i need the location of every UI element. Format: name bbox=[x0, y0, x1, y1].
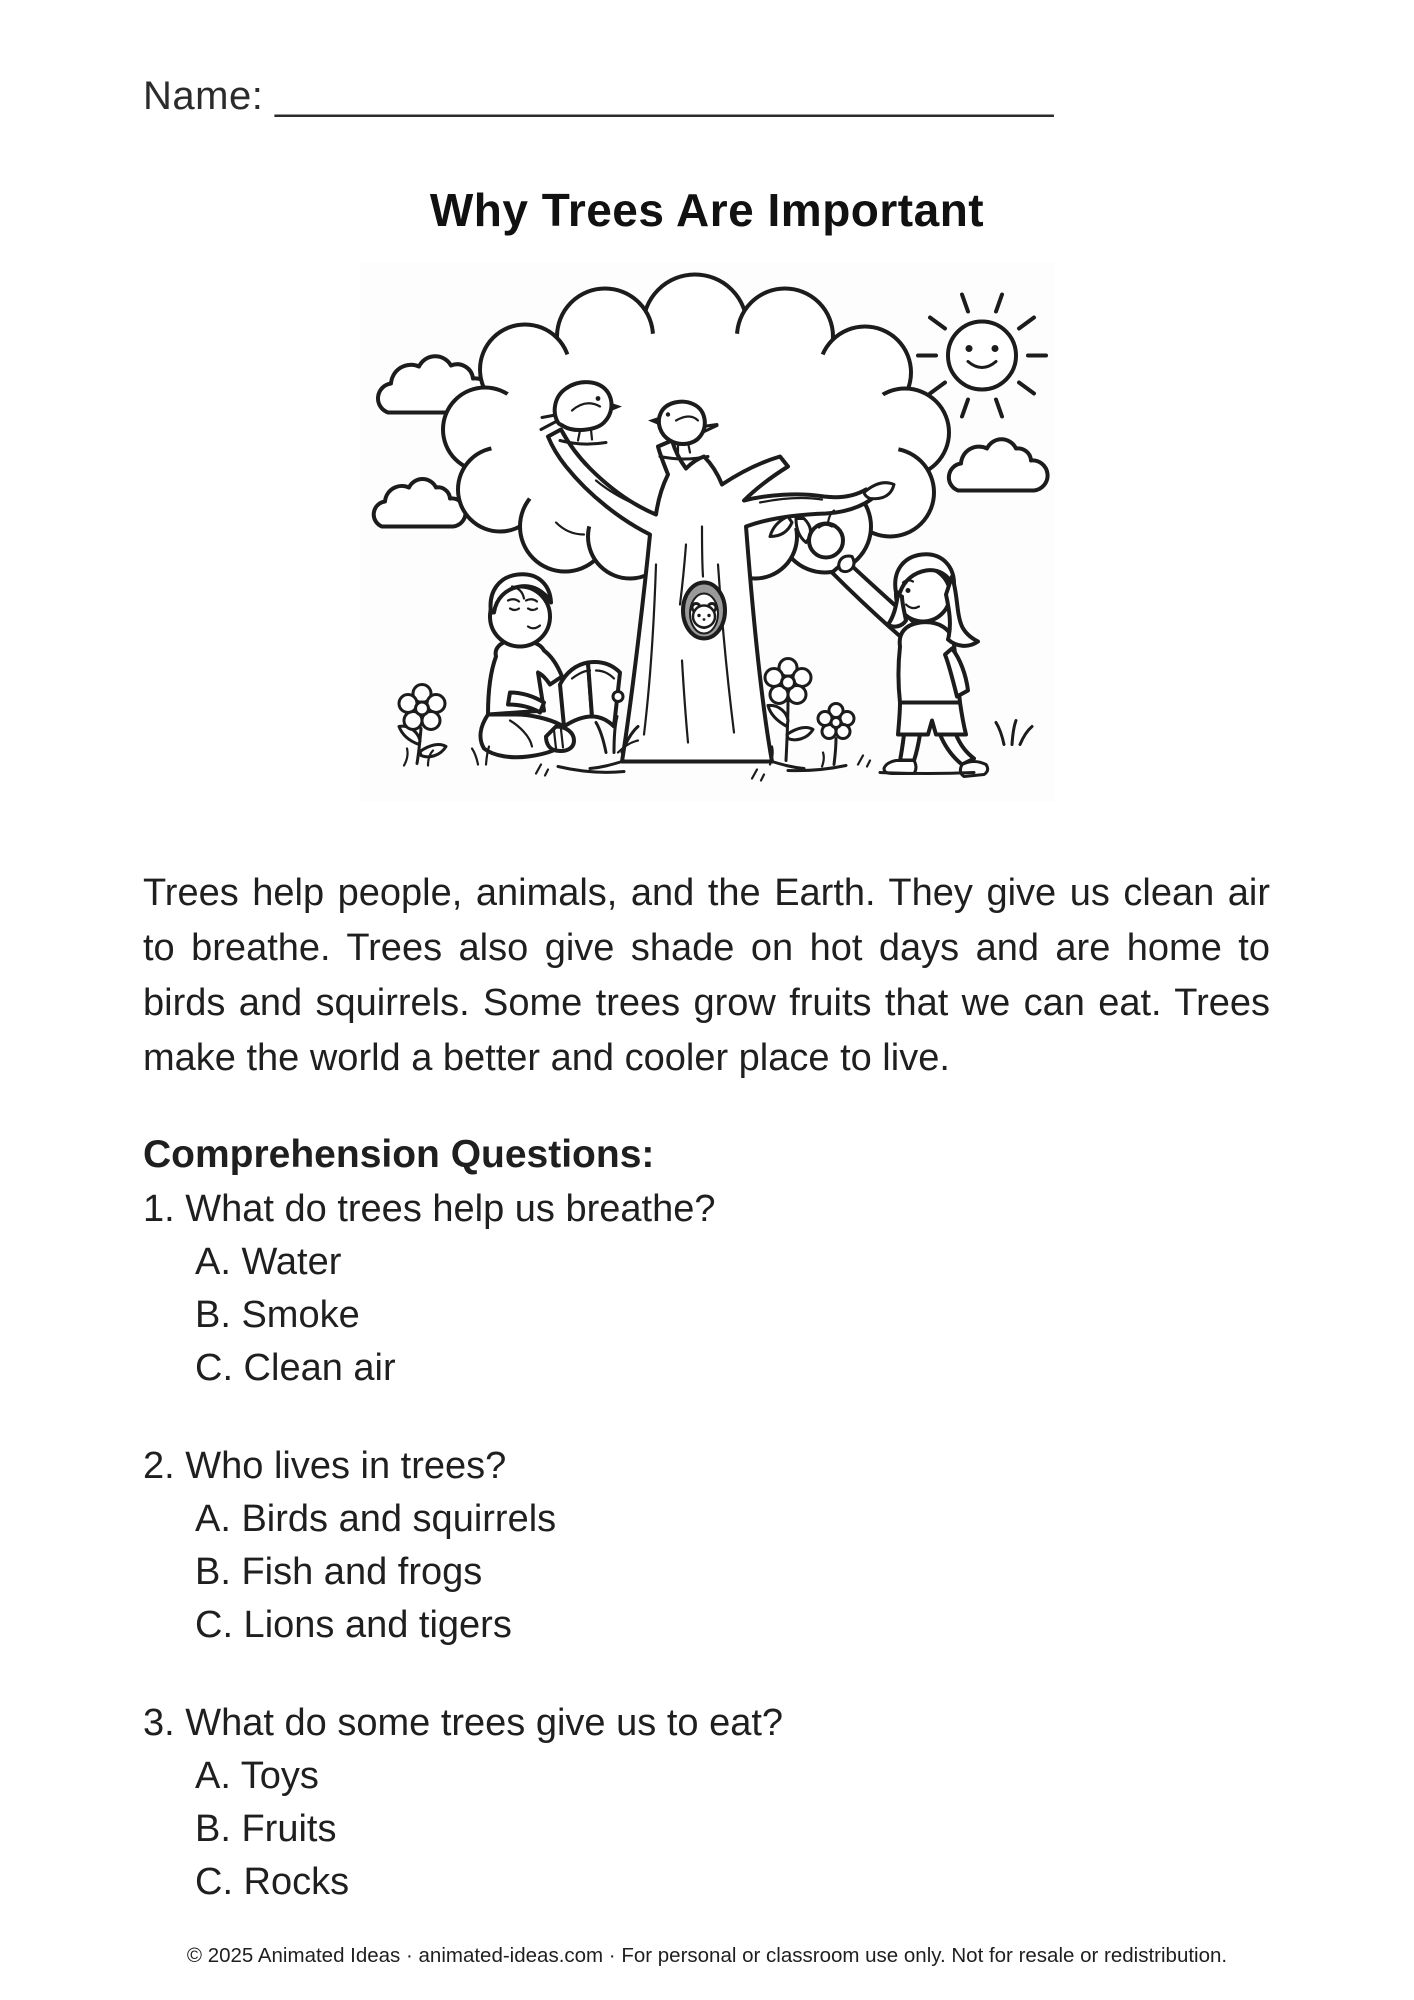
sun-icon bbox=[918, 295, 1046, 417]
option: B. Smoke bbox=[195, 1294, 360, 1336]
flower-icon bbox=[765, 659, 813, 765]
page-title: Why Trees Are Important bbox=[429, 184, 985, 236]
name-label: Name: bbox=[143, 74, 264, 118]
options-list bbox=[143, 1236, 1270, 1395]
question-3 bbox=[143, 1697, 1270, 1909]
question-1 bbox=[143, 1183, 1270, 1395]
option: B. Fish and frogs bbox=[195, 1551, 483, 1593]
option: C. Lions and tigers bbox=[195, 1604, 512, 1646]
option: C. Clean air bbox=[195, 1347, 396, 1389]
questions-heading: Comprehension Questions: bbox=[143, 1133, 655, 1176]
questions-section bbox=[143, 1127, 1270, 1909]
flower-icon bbox=[818, 704, 854, 767]
name-row bbox=[143, 72, 1270, 120]
option: C. Rocks bbox=[195, 1861, 350, 1903]
copyright-footer: © 2025 Animated Ideas · animated-ideas.com · For personal or classroom use only. Not for resale or redistribution. bbox=[186, 1944, 1228, 1967]
question-text: 3. What do some trees give us to eat? bbox=[143, 1702, 784, 1744]
squirrel-in-hole bbox=[683, 583, 725, 639]
girl-picking-apple bbox=[832, 554, 988, 776]
tree-scene-illustration bbox=[360, 262, 1055, 802]
question-2 bbox=[143, 1440, 1270, 1652]
option: A. Water bbox=[195, 1241, 342, 1283]
question-text: 1. What do trees help us breathe? bbox=[143, 1188, 716, 1230]
tree-scene-svg bbox=[360, 262, 1055, 802]
name-blank-line: ___________________________________ bbox=[274, 74, 1054, 118]
boy-reading-book bbox=[481, 574, 623, 757]
flower-icon bbox=[399, 685, 446, 766]
question-text: 2. Who lives in trees? bbox=[143, 1445, 507, 1487]
option: A. Birds and squirrels bbox=[195, 1498, 557, 1540]
option: A. Toys bbox=[195, 1755, 319, 1797]
option: B. Fruits bbox=[195, 1808, 337, 1850]
options-list bbox=[143, 1750, 1270, 1909]
reading-passage: Trees help people, animals, and the Earth. They give us clean air to breathe. Trees also give shade on hot days and are home to birds and squirrels. Some trees grow fruits that we can eat. Trees make the world a better and cooler place to live. bbox=[143, 872, 1270, 1079]
options-list bbox=[143, 1493, 1270, 1652]
